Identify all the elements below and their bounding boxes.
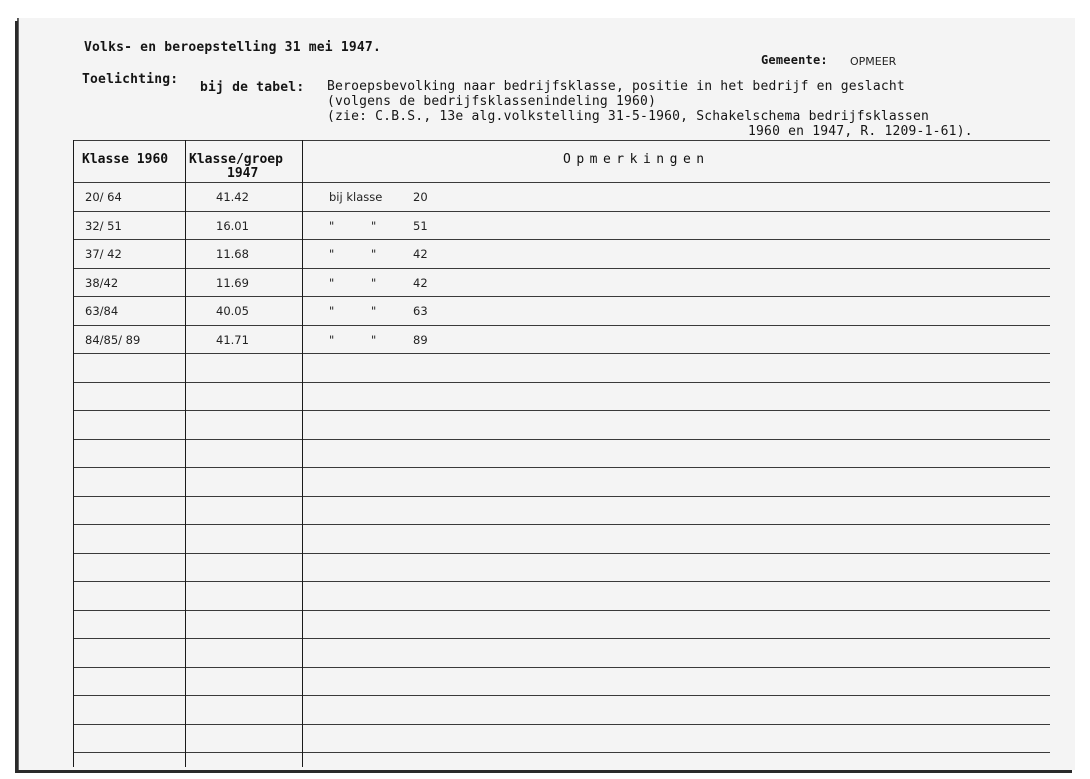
- cell-opmerking-klasse: 63: [413, 304, 428, 318]
- cell-klasse-1960: 37/ 42: [85, 247, 122, 261]
- cell-opmerking-ref: ": [329, 304, 335, 318]
- table-rule: [73, 724, 1050, 725]
- cell-opmerking-klasse: 42: [413, 275, 428, 290]
- table-rule: [73, 268, 1050, 269]
- table-rule: [73, 638, 1050, 639]
- table-rule: [73, 610, 1050, 611]
- column-divider-1: [185, 140, 186, 767]
- classification-table: [73, 140, 1050, 767]
- gemeente-label: Gemeente:: [761, 53, 828, 67]
- table-rule: [73, 182, 1050, 183]
- cell-opmerking-ditto: ": [371, 275, 377, 290]
- column-header-opmerkingen: Opmerkingen: [563, 152, 710, 167]
- cell-opmerking-ref: ": [329, 275, 335, 290]
- column-header-klasse-1960: Klasse 1960: [82, 152, 169, 167]
- cell-opmerking-ditto: ": [371, 304, 377, 318]
- table-rule: [73, 353, 1050, 354]
- table-rule: [73, 467, 1050, 468]
- gemeente-value: OPMEER: [850, 55, 897, 68]
- table-rule: [73, 695, 1050, 696]
- cell-klasse-1947: 41.71: [216, 332, 249, 347]
- cell-klasse-1947: 11.68: [216, 247, 249, 261]
- cell-opmerking-klasse: 51: [413, 218, 428, 233]
- cell-opmerking-ref: bij klasse: [329, 190, 383, 204]
- cell-klasse-1947: 40.05: [216, 304, 249, 318]
- cell-opmerking-ditto: ": [371, 247, 377, 261]
- toelichting-intro: bij de tabel:: [200, 80, 305, 95]
- table-rule: [73, 296, 1050, 297]
- cell-opmerking-ref: ": [329, 218, 335, 233]
- cell-opmerking-klasse: 20: [413, 190, 428, 204]
- cell-klasse-1960: 63/84: [85, 304, 119, 318]
- table-rule: [73, 752, 1050, 753]
- table-rule: [73, 239, 1050, 240]
- cell-klasse-1960: 84/85/ 89: [85, 332, 141, 347]
- column-header-klasse-1947-line2: 1947: [227, 166, 259, 181]
- toelichting-line-2: (volgens de bedrijfsklassenindeling 1960): [327, 94, 657, 109]
- cell-klasse-1947: 11.69: [216, 275, 249, 290]
- table-rule: [73, 553, 1050, 554]
- cell-opmerking-ref: ": [329, 332, 335, 347]
- cell-klasse-1947: 16.01: [216, 218, 249, 233]
- table-rule: [73, 382, 1050, 383]
- cell-opmerking-ditto: ": [371, 218, 377, 233]
- table-rule: [73, 211, 1050, 212]
- cell-klasse-1947: 41.42: [216, 190, 249, 204]
- toelichting-line-4: 1960 en 1947, R. 1209-1-61).: [748, 124, 973, 139]
- table-rule: [73, 439, 1050, 440]
- table-border-left: [73, 140, 74, 767]
- cell-opmerking-klasse: 42: [413, 247, 428, 261]
- table-rule: [73, 325, 1050, 326]
- cell-klasse-1960: 38/42: [85, 275, 119, 290]
- column-header-klasse-1947-line1: Klasse/groep: [189, 152, 283, 167]
- table-rule: [73, 410, 1050, 411]
- cell-opmerking-klasse: 89: [413, 332, 428, 347]
- cell-opmerking-ditto: ": [371, 332, 377, 347]
- table-rule: [73, 496, 1050, 497]
- toelichting-label: Toelichting:: [82, 72, 179, 87]
- column-divider-2: [302, 140, 303, 767]
- cell-opmerking-ref: ": [329, 247, 335, 261]
- table-rule: [73, 581, 1050, 582]
- toelichting-line-3: (zie: C.B.S., 13e alg.volkstelling 31-5-1960, Schakelschema bedrijfsklassen: [327, 109, 929, 124]
- cell-klasse-1960: 32/ 51: [85, 218, 122, 233]
- table-rule: [73, 667, 1050, 668]
- toelichting-line-1: Beroepsbevolking naar bedrijfsklasse, positie in het bedrijf en geslacht: [327, 79, 905, 94]
- cell-klasse-1960: 20/ 64: [85, 190, 122, 204]
- table-rule: [73, 524, 1050, 525]
- page-title: Volks- en beroepstelling 31 mei 1947.: [84, 40, 381, 55]
- table-rule: [73, 140, 1050, 141]
